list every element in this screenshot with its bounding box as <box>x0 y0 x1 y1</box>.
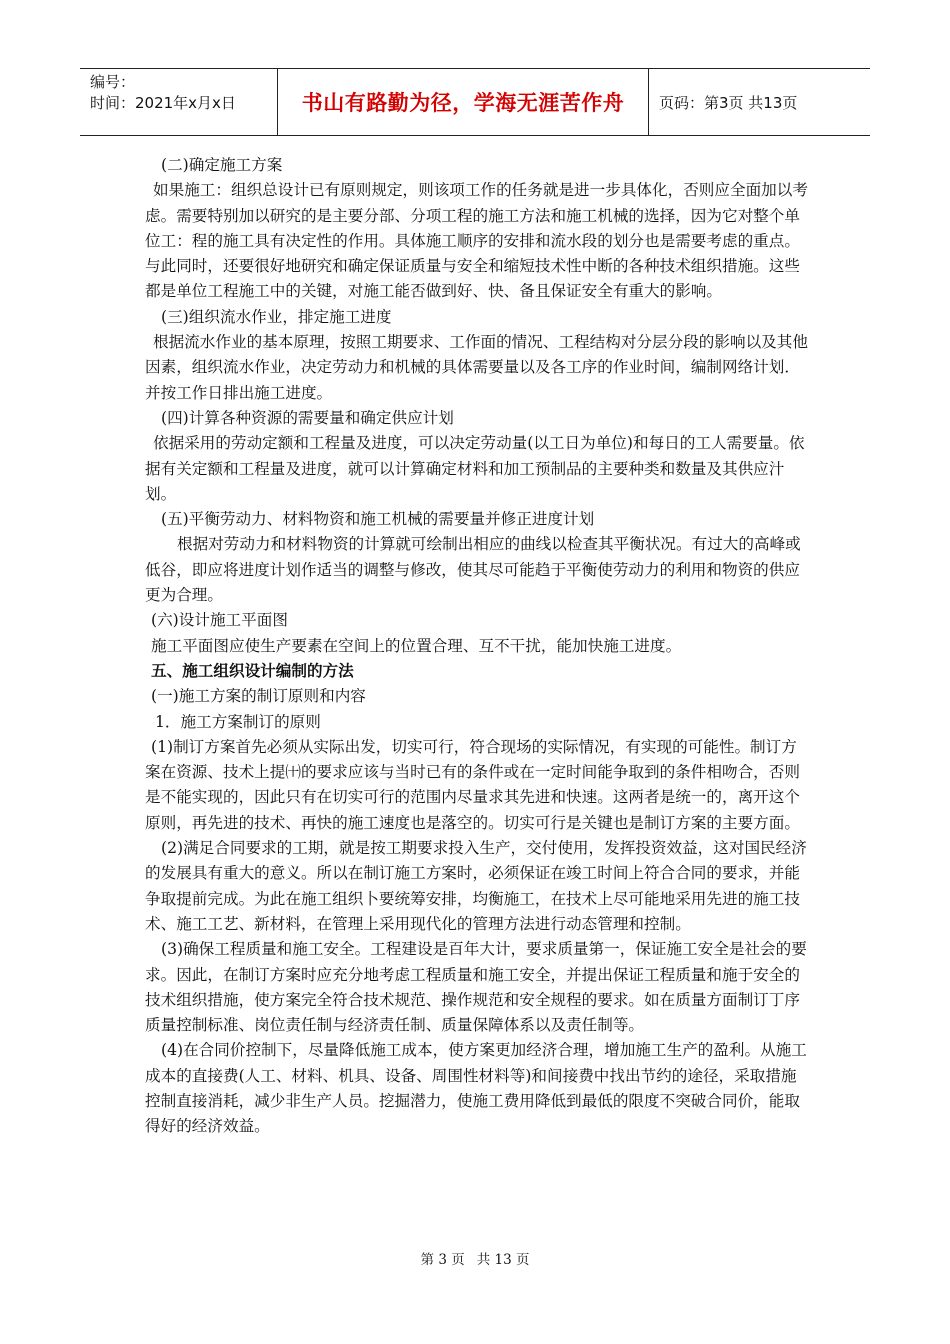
subheading-site-plan: (六)设计施工平面图 <box>151 611 288 630</box>
paragraph-site-plan: 施工平面图应使生产要素在空间上的位置合理、互不干扰，能加快施工进度。 <box>151 636 682 655</box>
paragraph-plan: 如果施工：组织总设计已有原则规定，则该项工作的任务就是进一步具体化，否则应全面加以考虑。需要特别加以研究的是主要分部、分项工程的施工方法和施工机械的选择，因为它对整个单位工：程的施工具有决定性的作用。具体施工顺序的安排和流水段的划分也是需要考虑的重点。与此同时，还要很好地研究和确定保证质量与安全和缩短技术性中断的各种技术组织措施。这些都是单位工程施工中的关键，对施工能否做到好、快、备且保证安全有重大的影响。 <box>145 181 808 301</box>
paragraph-principle-3: (3)确保工程质量和施工安全。工程建设是百年大计，要求质量第一，保证施工安全是社会的要求。因此，在制订方案时应充分地考虑工程质量和施工安全，并提出保证工程质量和施于安全的技术组织措施，使方案完全符合技术规范、操作规范和安全规程的要求。如在质量方面制订丁序质量控制标准、岗位责任制与经济责任制、质量保障体系以及责任制等。 <box>145 940 807 1035</box>
document-body <box>145 153 810 1140</box>
subheading-resources: (四)计算各种资源的需要量和确定供应计划 <box>161 408 454 427</box>
page-header <box>80 68 870 136</box>
header-motto: 书山有路勤为径，学海无涯苦作舟 <box>301 91 625 115</box>
footer-total-pages: 共 13 页 <box>476 1252 530 1268</box>
subheading-balance: (五)平衡劳动力、材料物资和施工机械的需要量并修正进度计划 <box>161 510 595 529</box>
header-motto-cell <box>277 69 649 135</box>
header-page-info: 页码：第3页 共13页 <box>659 93 798 112</box>
subheading-principles: 1．施工方案制订的原则 <box>155 712 321 731</box>
subheading-flow-operation: (三)组织流水作业，排定施工进度 <box>161 307 392 326</box>
footer-page-number: 第 3 页 <box>420 1252 465 1268</box>
subheading-determine-plan: (二)确定施工方案 <box>161 156 283 174</box>
paragraph-flow-operation: 根据流水作业的基本原理，按照工期要求、工作面的情况、工程结构对分层分段的影响以及其他因素，组织流水作业，决定劳动力和机械的具体需要量以及各工序的作业时间，编制网络计划．并按工作日排出施工进度。 <box>145 333 808 402</box>
header-meta <box>80 69 277 135</box>
paragraph-principle-1: (1)制订方案首先必须从实际出发，切实可行，符合现场的实际情况，有实现的可能性。制订方案在资源、技术上提㈩的要求应该与当时已有的条件或在一定时间能争取到的条件相吻合，否则是不能实现的，因此只有在切实可行的范围内尽量求其先进和快速。这两者是统一的，离开这个原则，再先进的技术、再快的施工速度也是落空的。切实可行是关键也是制订方案的主要方面。 <box>145 737 800 832</box>
document-number-label: 编号： <box>90 73 136 91</box>
paragraph-principle-2: (2)满足合同要求的工期，就是按工期要求投入生产，交付使用，发挥投资效益，这对国民经济的发展具有重大的意义。所以在制订施工方案时，必须保证在竣工时间上符合合同的要求，并能争取提前完成。为此在施工组织卜要统筹安排，均衡施工，在技术上尽可能地采用先进的施工技术、施工工艺、新材料，在管理上采用现代化的管理方法进行动态管理和控制。 <box>145 839 807 933</box>
document-date: 时间：2021年x月x日 <box>90 94 236 112</box>
section-heading-five: 五、施工组织设计编制的方法 <box>151 661 354 680</box>
paragraph-principle-4: (4)在合同价控制下，尽量降低施工成本，使方案更加经济合理，增加施工生产的盈利。从施工成本的直接费(人工、材料、机具、设备、周围性材料等)和间接费中找出节约的途径，采取措施控制直接消耗，减少非生产人员。挖掘潜力，使施工费用降低到最低的限度不突破合同价，能取得好的经济效益。 <box>145 1041 807 1136</box>
paragraph-resources: 依据采用的劳动定额和工程量及进度，可以决定劳动量(以工日为单位)和每日的工人需要量。依据有关定额和工程量及进度，就可以计算确定材料和加工预制品的主要种类和数量及其供应汁划。 <box>145 434 805 503</box>
paragraph-balance: 根据对劳动力和材料物资的计算就可绘制出相应的曲线以检查其平衡状况。有过大的高峰或低谷，即应将进度计划作适当的调整与修改，使其尽可能趋于平衡使劳动力的利用和物资的供应更为合理。 <box>145 535 801 605</box>
subheading-principles-content: (一)施工方案的制订原则和内容 <box>151 687 366 706</box>
page-footer <box>0 1248 950 1268</box>
